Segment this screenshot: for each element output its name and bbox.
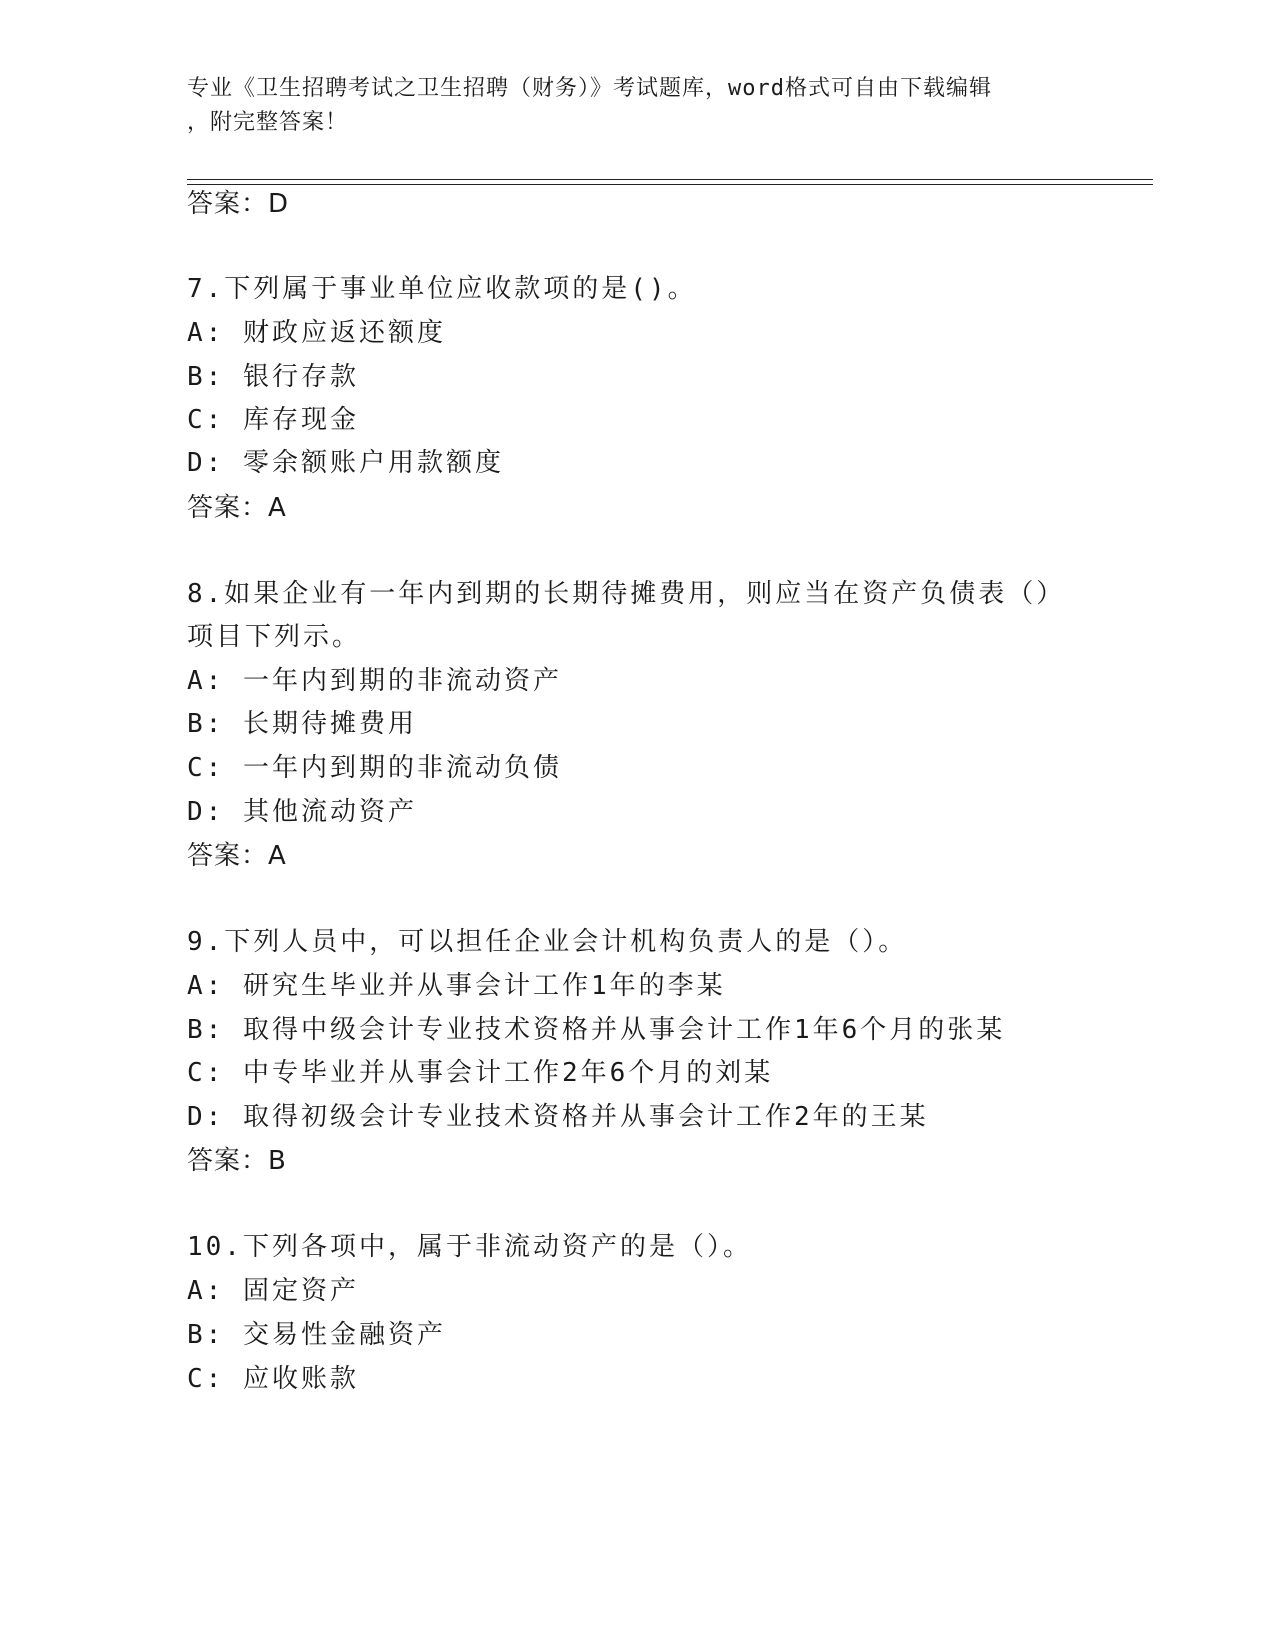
question-9-option-a: A: 研究生毕业并从事会计工作1年的李某 — [187, 971, 726, 1001]
question-9-option-c: C: 中专毕业并从事会计工作2年6个月的刘某 — [187, 1058, 774, 1088]
question-8-answer: 答案：A — [187, 841, 287, 871]
question-7-stem: 7.下列属于事业单位应收款项的是()。 — [187, 274, 697, 304]
question-7-option-d: D: 零余额账户用款额度 — [187, 448, 504, 478]
header-line-2: ，附完整答案！ — [187, 110, 349, 135]
header-divider-bottom — [187, 184, 1153, 185]
question-8-stem-line-1: 8.如果企业有一年内到期的长期待摊费用，则应当在资产负债表（） — [187, 579, 1066, 609]
question-8-option-c: C: 一年内到期的非流动负债 — [187, 753, 562, 783]
question-9-option-b: B: 取得中级会计专业技术资格并从事会计工作1年6个月的张某 — [187, 1015, 1006, 1045]
question-10-stem: 10.下列各项中，属于非流动资产的是（）。 — [187, 1232, 752, 1262]
question-10-option-a: A: 固定资产 — [187, 1276, 359, 1306]
header-divider-top — [187, 179, 1153, 180]
question-8-option-a: A: 一年内到期的非流动资产 — [187, 666, 562, 696]
question-8-stem-line-2: 项目下列示。 — [187, 622, 362, 652]
question-8-option-d: D: 其他流动资产 — [187, 797, 417, 827]
question-10-option-c: C: 应收账款 — [187, 1364, 359, 1394]
question-7-option-a: A: 财政应返还额度 — [187, 318, 446, 348]
question-7-answer: 答案：A — [187, 493, 287, 523]
header-line-1: 专业《卫生招聘考试之卫生招聘（财务）》考试题库，word格式可自由下载编辑 — [187, 76, 992, 101]
question-7-option-b: B: 银行存款 — [187, 362, 359, 392]
previous-answer: 答案：D — [187, 189, 290, 219]
question-7-option-c: C: 库存现金 — [187, 405, 359, 435]
question-10-option-b: B: 交易性金融资产 — [187, 1320, 446, 1350]
document-header — [187, 72, 1087, 140]
question-9-answer: 答案：B — [187, 1146, 287, 1176]
question-9-stem: 9.下列人员中，可以担任企业会计机构负责人的是（）。 — [187, 927, 908, 957]
question-8-option-b: B: 长期待摊费用 — [187, 709, 417, 739]
question-9-option-d: D: 取得初级会计专业技术资格并从事会计工作2年的王某 — [187, 1102, 929, 1132]
